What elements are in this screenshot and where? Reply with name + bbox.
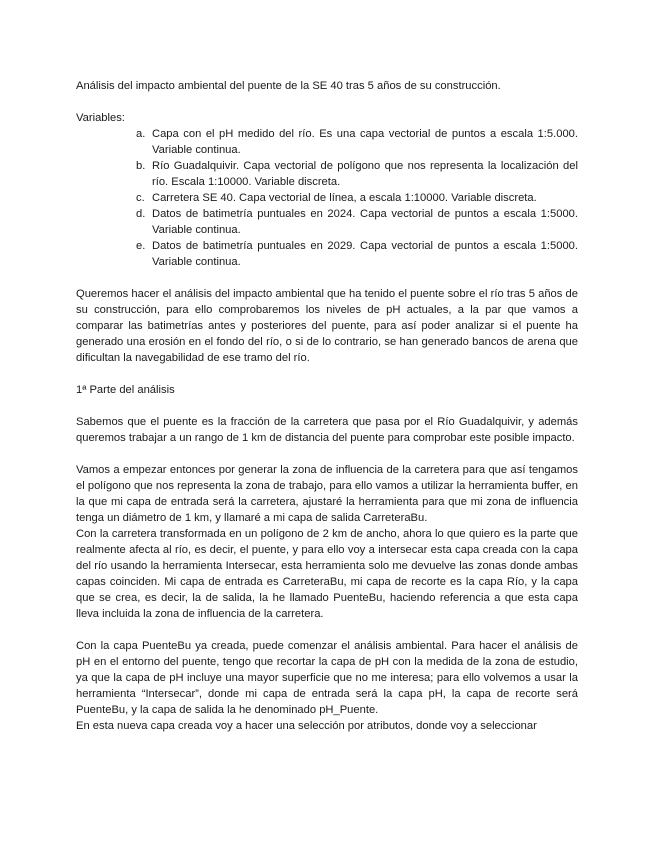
variables-list [76,126,578,270]
list-item [136,158,578,190]
list-marker: d. [136,208,146,220]
variables-heading: Variables: [76,112,125,124]
list-item-text: Río Guadalquivir. Capa vectorial de polígono que nos representa la localización del río. Escala 1:10000. Variable discreta. [152,160,578,188]
list-item-text: Carretera SE 40. Capa vectorial de línea, a escala 1:10000. Variable discreta. [152,192,537,204]
paragraph-2: Vamos a empezar entonces por generar la zona de influencia de la carretera para que así tengamos el polígono que nos representa la zona de trabajo, para ello vamos a utilizar la herramienta buffer, en la que mi capa de entrada será la carretera, ajustaré la herramienta para que mi zona de influencia tenga un diámetro de 1 km, y llamaré a mi capa de salida CarreteraBu. [76,464,578,524]
list-item [136,206,578,238]
list-item-text: Capa con el pH medido del río. Es una capa vectorial de puntos a escala 1:5.000. Variable continua. [152,128,578,156]
paragraph-3: Con la carretera transformada en un polígono de 2 km de ancho, ahora lo que quiero es la parte que realmente afecta al río, es decir, el puente, y para ello voy a intersecar esta capa creada con la capa del río usando la herramienta Intersecar, esta herramienta solo me devuelve las zonas donde ambas capas coinciden. Mi capa de entrada es CarreteraBu, mi capa de recorte es la capa Río, y la capa que se crea, es decir, la de salida, la he llamado PuenteBu, haciendo referencia a que esta capa lleva incluida la zona de influencia de la carretera. [76,528,578,620]
paragraph-1: Sabemos que el puente es la fracción de la carretera que pasa por el Río Guadalquivir, y además queremos trabajar a un rango de 1 km de distancia del puente para comprobar este posible impacto. [76,416,578,444]
list-marker: b. [136,160,146,172]
list-marker: c. [136,192,145,204]
paragraph-4: Con la capa PuenteBu ya creada, puede comenzar el análisis ambiental. Para hacer el análisis de pH en el entorno del puente, tengo que recortar la capa de pH con la medida de la zona de estudio, ya que la capa de pH incluye una mayor superficie que no me interesa; para ello volvemos a usar la herramienta “Intersecar”, donde mi capa de entrada será la capa pH, la capa de recorte será PuenteBu, y la capa de salida la he denominado pH_Puente. [76,640,578,716]
paragraph-5: En esta nueva capa creada voy a hacer una selección por atributos, donde voy a seleccionar [76,720,537,732]
document-page [76,78,578,734]
section-heading: 1ª Parte del análisis [76,384,175,396]
list-marker: a. [136,128,146,140]
document-title: Análisis del impacto ambiental del puente de la SE 40 tras 5 años de su construcción. [76,80,501,92]
list-item [136,126,578,158]
list-marker: e. [136,240,146,252]
list-item-text: Datos de batimetría puntuales en 2024. Capa vectorial de puntos a escala 1:5000. Variable continua. [152,208,578,236]
intro-paragraph: Queremos hacer el análisis del impacto ambiental que ha tenido el puente sobre el río tras 5 años de su construcción, para ello comprobaremos los niveles de pH actuales, a la par que vamos a comparar las batimetrías antes y posteriores del puente, para así poder analizar si el puente ha generado una erosión en el fondo del río, o si de lo contrario, se han generado bancos de arena que dificultan la navegabilidad de ese tramo del río. [76,288,578,364]
list-item [136,190,578,206]
list-item [136,238,578,270]
list-item-text: Datos de batimetría puntuales en 2029. Capa vectorial de puntos a escala 1:5000. Variable continua. [152,240,578,268]
